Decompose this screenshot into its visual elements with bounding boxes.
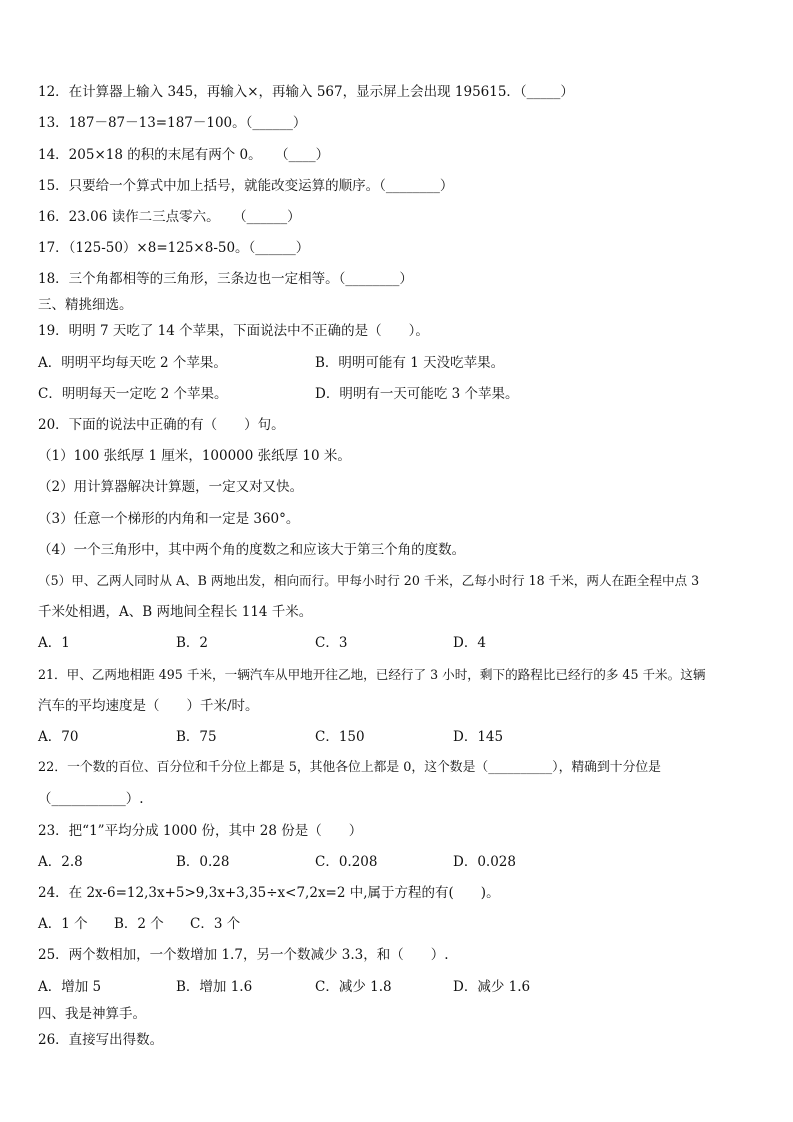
q23-option-c: C．0.208: [315, 854, 378, 870]
q24-option-b: B．2 个: [114, 916, 164, 932]
question-22-cont: （___________）.: [38, 791, 144, 807]
question-23: 23．把“1”平均分成 1000 份，其中 28 份是（ ）: [38, 823, 363, 839]
question-13: 13．187－87－13=187－100。（______）: [38, 115, 307, 131]
q20-option-a: A．1: [38, 635, 70, 651]
question-18: 18．三个角都相等的三角形，三条边也一定相等。（________）: [38, 271, 413, 287]
q20-statement-1: （1）100 张纸厚 1 厘米，100000 张纸厚 10 米。: [38, 448, 351, 464]
question-19: 19．明明 7 天吃了 14 个苹果，下面说法中不正确的是（ ）。: [38, 323, 429, 339]
q25-option-a: A．增加 5: [38, 979, 102, 995]
q20-option-c: C．3: [315, 635, 348, 651]
q24-option-c: C．3 个: [190, 916, 241, 932]
q20-option-b: B．2: [176, 635, 209, 651]
question-22: 22．一个数的百位、百分位和千分位上都是 5，其他各位上都是 0，这个数是（__________），精确到十分位是: [38, 760, 661, 775]
section-3-heading: 三、精挑细选。: [38, 297, 133, 313]
q20-statement-5-cont: 千米处相遇，A、B 两地间全程长 114 千米。: [38, 604, 313, 620]
q19-option-b: B．明明可能有 1 天没吃苹果。: [315, 355, 505, 371]
q23-option-b: B．0.28: [176, 854, 230, 870]
question-21: 21．甲、乙两地相距 495 千米，一辆汽车从甲地开往乙地，已经行了 3 小时，剩下的路程比已经行的多 45 千米。这辆: [38, 667, 706, 682]
question-26: 26．直接写出得数。: [38, 1032, 164, 1048]
q25-option-d: D．减少 1.6: [453, 979, 531, 995]
q20-statement-4: （4）一个三角形中，其中两个角的度数之和应该大于第三个角的度数。: [38, 542, 466, 558]
q24-option-a: A．1 个: [38, 916, 88, 932]
q25-option-b: B．增加 1.6: [176, 979, 253, 995]
question-14: 14．205×18 的积的末尾有两个 0。 （____）: [38, 147, 330, 163]
q20-statement-2: （2）用计算器解决计算题，一定又对又快。: [38, 479, 304, 495]
q21-option-a: A．70: [38, 729, 79, 745]
section-4-heading: 四、我是神算手。: [38, 1006, 146, 1022]
q20-option-d: D．4: [453, 635, 486, 651]
q20-statement-5: （5）甲、乙两人同时从 A、B 两地出发，相向而行。甲每小时行 20 千米，乙每小时行 18 千米，两人在距全程中点 3: [38, 573, 700, 588]
question-21-cont: 汽车的平均速度是（ ）千米/时。: [38, 698, 259, 714]
question-12: 12．在计算器上输入 345，再输入×，再输入 567，显示屏上会出现 195615．（_____）: [38, 84, 574, 100]
q19-option-c: C．明明每天一定吃 2 个苹果。: [38, 386, 228, 402]
q19-option-a: A．明明平均每天吃 2 个苹果。: [38, 355, 227, 371]
q23-option-d: D．0.028: [453, 854, 516, 870]
q19-option-d: D．明明有一天可能吃 3 个苹果。: [315, 386, 519, 402]
q21-option-b: B．75: [176, 729, 217, 745]
question-25: 25．两个数相加，一个数增加 1.7，另一个数减少 3.3，和（ ）.: [38, 947, 449, 963]
question-17: 17．（125-50）×8=125×8-50。（______）: [38, 240, 310, 256]
question-20: 20．下面的说法中正确的有（ ）句。: [38, 417, 285, 433]
q20-statement-3: （3）任意一个梯形的内角和一定是 360°。: [38, 511, 300, 527]
q23-option-a: A．2.8: [38, 854, 83, 870]
q21-option-c: C．150: [315, 729, 365, 745]
q21-option-d: D．145: [453, 729, 504, 745]
question-24: 24．在 2x-6=12,3x+5>9,3x+3,35÷x<7,2x=2 中,属于方程的有( )。: [38, 885, 500, 901]
q25-option-c: C．减少 1.8: [315, 979, 392, 995]
question-16: 16．23.06 读作二三点零六。 （______）: [38, 209, 301, 225]
question-15: 15．只要给一个算式中加上括号，就能改变运算的顺序。（________）: [38, 178, 454, 194]
